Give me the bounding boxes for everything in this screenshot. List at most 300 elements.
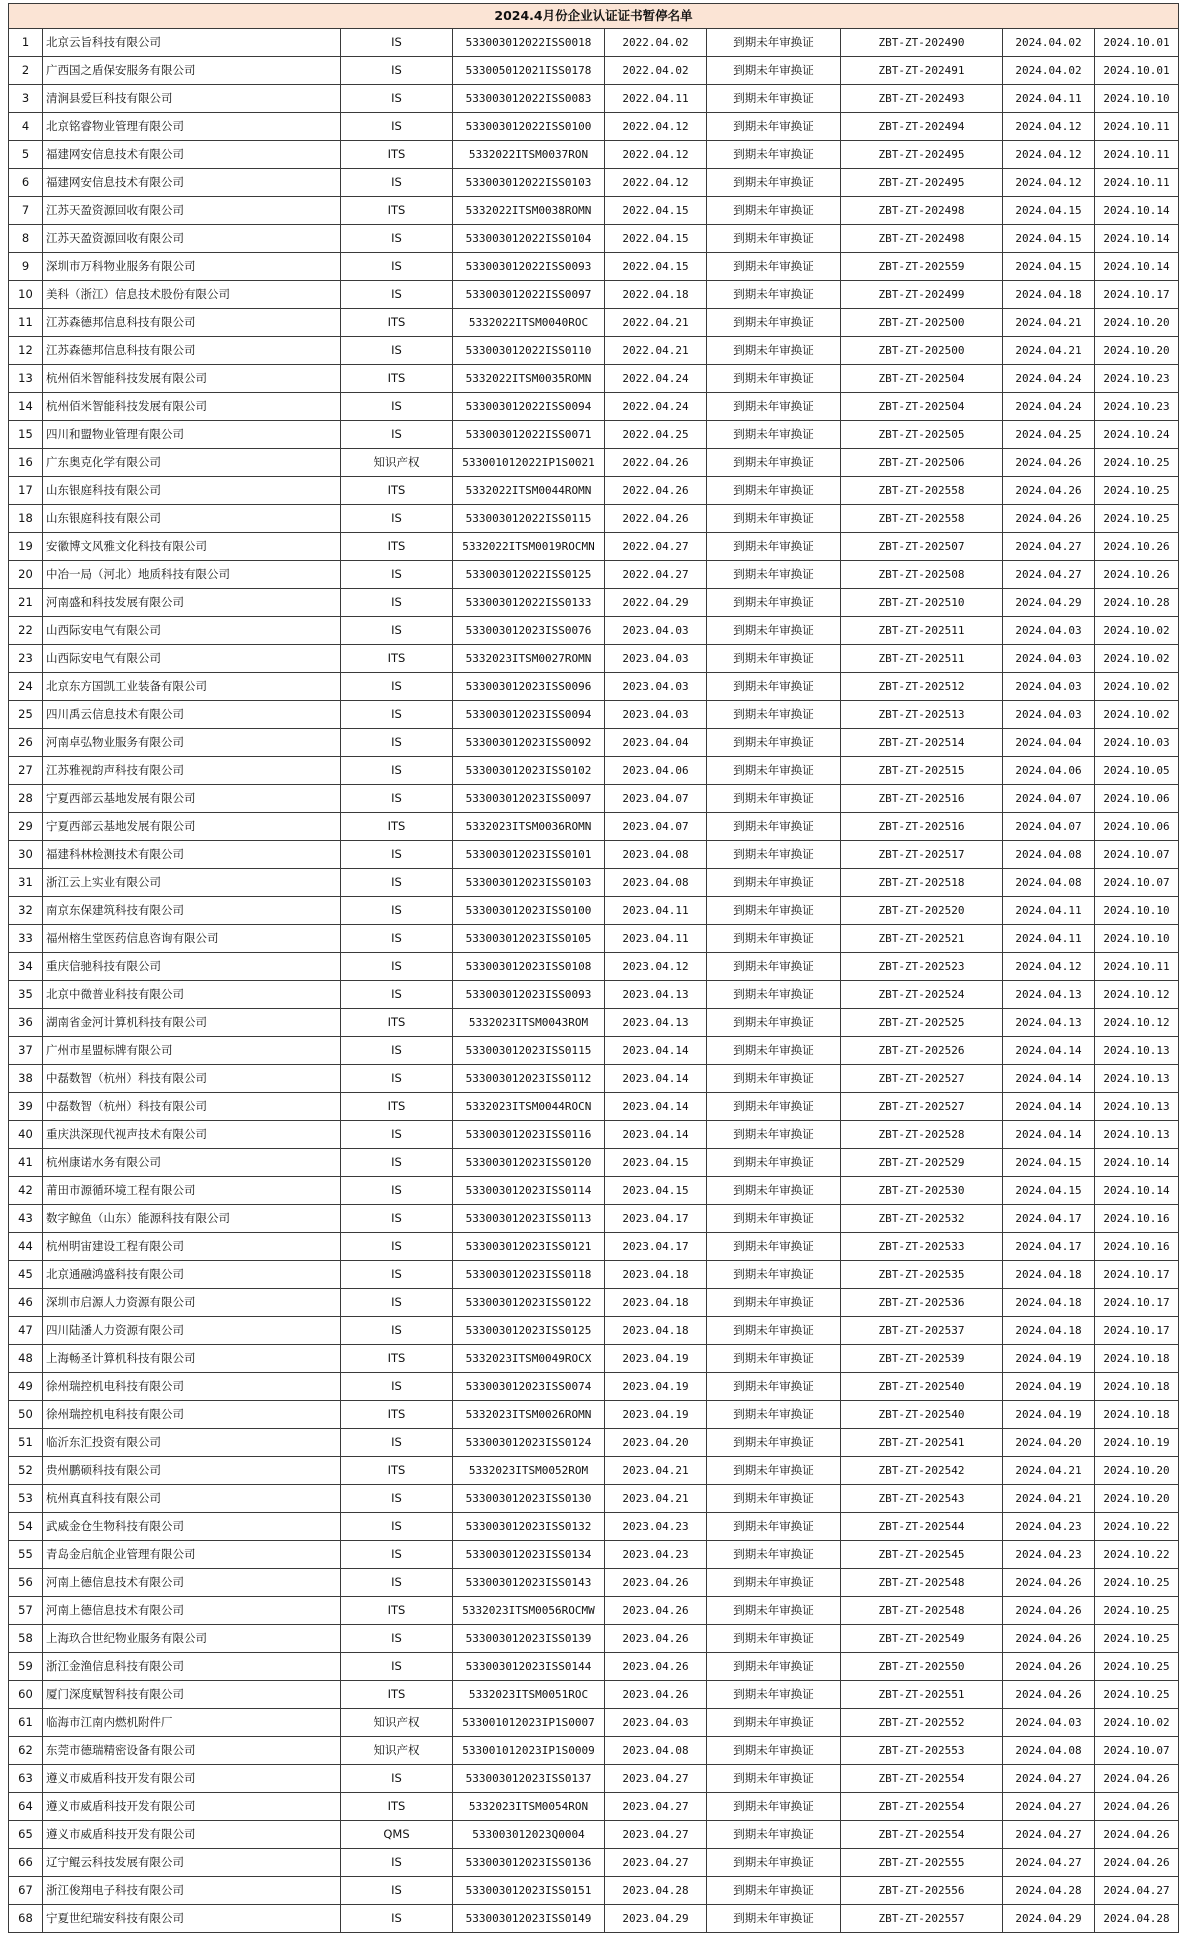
cert-type: QMS bbox=[341, 1821, 453, 1849]
notice-number: ZBT-ZT-202504 bbox=[841, 393, 1003, 421]
cert-type: ITS bbox=[341, 813, 453, 841]
row-number: 45 bbox=[9, 1261, 43, 1289]
suspension-reason: 到期未年审换证 bbox=[707, 1401, 841, 1429]
notice-number: ZBT-ZT-202493 bbox=[841, 85, 1003, 113]
row-number: 55 bbox=[9, 1541, 43, 1569]
suspension-start: 2024.04.08 bbox=[1003, 841, 1095, 869]
company-name: 贵州鹏硕科技有限公司 bbox=[43, 1457, 341, 1485]
table-row bbox=[9, 1401, 1179, 1429]
cert-number: 533003012023ISS0097 bbox=[453, 785, 605, 813]
suspension-end: 2024.10.25 bbox=[1095, 1653, 1179, 1681]
table-row bbox=[9, 1681, 1179, 1709]
suspension-end: 2024.04.26 bbox=[1095, 1821, 1179, 1849]
cert-number: 533003012022ISS0071 bbox=[453, 421, 605, 449]
notice-number: ZBT-ZT-202490 bbox=[841, 29, 1003, 57]
issue-date: 2023.04.03 bbox=[605, 617, 707, 645]
notice-number: ZBT-ZT-202506 bbox=[841, 449, 1003, 477]
suspension-end: 2024.10.01 bbox=[1095, 57, 1179, 85]
table-row bbox=[9, 1597, 1179, 1625]
notice-number: ZBT-ZT-202528 bbox=[841, 1121, 1003, 1149]
company-name: 宁夏世纪瑞安科技有限公司 bbox=[43, 1905, 341, 1933]
table-row bbox=[9, 337, 1179, 365]
issue-date: 2022.04.21 bbox=[605, 337, 707, 365]
suspension-end: 2024.10.10 bbox=[1095, 925, 1179, 953]
suspension-reason: 到期未年审换证 bbox=[707, 729, 841, 757]
cert-number: 533003012023ISS0116 bbox=[453, 1121, 605, 1149]
company-name: 四川和盟物业管理有限公司 bbox=[43, 421, 341, 449]
suspension-start: 2024.04.18 bbox=[1003, 1317, 1095, 1345]
suspension-end: 2024.10.25 bbox=[1095, 449, 1179, 477]
suspension-end: 2024.10.07 bbox=[1095, 1737, 1179, 1765]
company-name: 浙江金渔信息科技有限公司 bbox=[43, 1653, 341, 1681]
suspension-start: 2024.04.27 bbox=[1003, 1821, 1095, 1849]
table-row bbox=[9, 953, 1179, 981]
notice-number: ZBT-ZT-202498 bbox=[841, 225, 1003, 253]
company-name: 四川陆潘人力资源有限公司 bbox=[43, 1317, 341, 1345]
notice-number: ZBT-ZT-202530 bbox=[841, 1177, 1003, 1205]
row-number: 29 bbox=[9, 813, 43, 841]
company-name: 上海畅圣计算机科技有限公司 bbox=[43, 1345, 341, 1373]
company-name: 深圳市万科物业服务有限公司 bbox=[43, 253, 341, 281]
issue-date: 2023.04.03 bbox=[605, 645, 707, 673]
suspension-start: 2024.04.26 bbox=[1003, 1569, 1095, 1597]
suspension-end: 2024.10.24 bbox=[1095, 421, 1179, 449]
cert-type: IS bbox=[341, 1205, 453, 1233]
notice-number: ZBT-ZT-202498 bbox=[841, 197, 1003, 225]
notice-number: ZBT-ZT-202527 bbox=[841, 1093, 1003, 1121]
notice-number: ZBT-ZT-202525 bbox=[841, 1009, 1003, 1037]
cert-type: IS bbox=[341, 225, 453, 253]
suspension-start: 2024.04.08 bbox=[1003, 1737, 1095, 1765]
suspension-start: 2024.04.26 bbox=[1003, 477, 1095, 505]
issue-date: 2022.04.15 bbox=[605, 197, 707, 225]
notice-number: ZBT-ZT-202532 bbox=[841, 1205, 1003, 1233]
table-row bbox=[9, 1905, 1179, 1933]
cert-number: 533001012023IP1S0009 bbox=[453, 1737, 605, 1765]
cert-number: 5332023ITSM0051ROC bbox=[453, 1681, 605, 1709]
cert-type: IS bbox=[341, 1569, 453, 1597]
suspension-reason: 到期未年审换证 bbox=[707, 1009, 841, 1037]
cert-type: IS bbox=[341, 1289, 453, 1317]
cert-number: 533001012023IP1S0007 bbox=[453, 1709, 605, 1737]
cert-type: ITS bbox=[341, 477, 453, 505]
company-name: 福州榕生堂医药信息咨询有限公司 bbox=[43, 925, 341, 953]
suspension-reason: 到期未年审换证 bbox=[707, 1905, 841, 1933]
company-name: 重庆信驰科技有限公司 bbox=[43, 953, 341, 981]
cert-number: 533003012023ISS0121 bbox=[453, 1233, 605, 1261]
suspension-reason: 到期未年审换证 bbox=[707, 785, 841, 813]
notice-number: ZBT-ZT-202517 bbox=[841, 841, 1003, 869]
cert-number: 533003012022ISS0083 bbox=[453, 85, 605, 113]
cert-number: 533003012023ISS0120 bbox=[453, 1149, 605, 1177]
cert-number: 5332023ITSM0052ROM bbox=[453, 1457, 605, 1485]
suspension-start: 2024.04.21 bbox=[1003, 1485, 1095, 1513]
company-name: 山东银庭科技有限公司 bbox=[43, 477, 341, 505]
table-row bbox=[9, 1177, 1179, 1205]
company-name: 徐州瑞控机电科技有限公司 bbox=[43, 1401, 341, 1429]
issue-date: 2022.04.27 bbox=[605, 561, 707, 589]
suspension-start: 2024.04.15 bbox=[1003, 1149, 1095, 1177]
cert-number: 533003012022ISS0125 bbox=[453, 561, 605, 589]
table-row bbox=[9, 393, 1179, 421]
notice-number: ZBT-ZT-202555 bbox=[841, 1849, 1003, 1877]
row-number: 25 bbox=[9, 701, 43, 729]
issue-date: 2023.04.07 bbox=[605, 813, 707, 841]
company-name: 北京通融鸿盛科技有限公司 bbox=[43, 1261, 341, 1289]
issue-date: 2023.04.26 bbox=[605, 1625, 707, 1653]
suspension-start: 2024.04.14 bbox=[1003, 1121, 1095, 1149]
row-number: 61 bbox=[9, 1709, 43, 1737]
issue-date: 2022.04.12 bbox=[605, 113, 707, 141]
company-name: 江苏森德邦信息科技有限公司 bbox=[43, 337, 341, 365]
company-name: 清涧县爱巨科技有限公司 bbox=[43, 85, 341, 113]
notice-number: ZBT-ZT-202521 bbox=[841, 925, 1003, 953]
table-row bbox=[9, 1121, 1179, 1149]
row-number: 8 bbox=[9, 225, 43, 253]
suspension-end: 2024.04.27 bbox=[1095, 1877, 1179, 1905]
notice-number: ZBT-ZT-202510 bbox=[841, 589, 1003, 617]
suspension-start: 2024.04.12 bbox=[1003, 141, 1095, 169]
suspension-start: 2024.04.13 bbox=[1003, 1009, 1095, 1037]
notice-number: ZBT-ZT-202500 bbox=[841, 337, 1003, 365]
notice-number: ZBT-ZT-202558 bbox=[841, 477, 1003, 505]
suspension-end: 2024.10.26 bbox=[1095, 561, 1179, 589]
suspension-reason: 到期未年审换证 bbox=[707, 169, 841, 197]
cert-number: 533003012023ISS0122 bbox=[453, 1289, 605, 1317]
suspension-reason: 到期未年审换证 bbox=[707, 561, 841, 589]
table-row bbox=[9, 365, 1179, 393]
company-name: 重庆洪深现代视声技术有限公司 bbox=[43, 1121, 341, 1149]
company-name: 安徽博文风雅文化科技有限公司 bbox=[43, 533, 341, 561]
notice-number: ZBT-ZT-202507 bbox=[841, 533, 1003, 561]
table-row bbox=[9, 673, 1179, 701]
cert-number: 533003012022ISS0103 bbox=[453, 169, 605, 197]
cert-type: IS bbox=[341, 1765, 453, 1793]
notice-number: ZBT-ZT-202511 bbox=[841, 645, 1003, 673]
suspension-end: 2024.10.22 bbox=[1095, 1513, 1179, 1541]
cert-number: 533003012023ISS0151 bbox=[453, 1877, 605, 1905]
suspension-end: 2024.10.26 bbox=[1095, 533, 1179, 561]
row-number: 28 bbox=[9, 785, 43, 813]
notice-number: ZBT-ZT-202554 bbox=[841, 1821, 1003, 1849]
table-row bbox=[9, 1037, 1179, 1065]
cert-number: 5332022ITSM0037RON bbox=[453, 141, 605, 169]
table-row bbox=[9, 1485, 1179, 1513]
issue-date: 2023.04.11 bbox=[605, 925, 707, 953]
row-number: 31 bbox=[9, 869, 43, 897]
notice-number: ZBT-ZT-202516 bbox=[841, 813, 1003, 841]
issue-date: 2023.04.18 bbox=[605, 1317, 707, 1345]
notice-number: ZBT-ZT-202558 bbox=[841, 505, 1003, 533]
suspension-start: 2024.04.08 bbox=[1003, 869, 1095, 897]
issue-date: 2022.04.02 bbox=[605, 57, 707, 85]
suspension-start: 2024.04.03 bbox=[1003, 1709, 1095, 1737]
cert-type: 知识产权 bbox=[341, 449, 453, 477]
cert-type: IS bbox=[341, 1625, 453, 1653]
suspension-start: 2024.04.17 bbox=[1003, 1205, 1095, 1233]
cert-type: 知识产权 bbox=[341, 1737, 453, 1765]
cert-type: ITS bbox=[341, 1093, 453, 1121]
table-row bbox=[9, 729, 1179, 757]
company-name: 北京铭睿物业管理有限公司 bbox=[43, 113, 341, 141]
notice-number: ZBT-ZT-202505 bbox=[841, 421, 1003, 449]
company-name: 四川禹云信息技术有限公司 bbox=[43, 701, 341, 729]
table-row bbox=[9, 1821, 1179, 1849]
suspension-start: 2024.04.15 bbox=[1003, 253, 1095, 281]
table-row bbox=[9, 617, 1179, 645]
suspension-start: 2024.04.03 bbox=[1003, 673, 1095, 701]
notice-number: ZBT-ZT-202550 bbox=[841, 1653, 1003, 1681]
notice-number: ZBT-ZT-202511 bbox=[841, 617, 1003, 645]
company-name: 广西国之盾保安服务有限公司 bbox=[43, 57, 341, 85]
row-number: 4 bbox=[9, 113, 43, 141]
cert-type: IS bbox=[341, 785, 453, 813]
row-number: 22 bbox=[9, 617, 43, 645]
table-row bbox=[9, 1569, 1179, 1597]
issue-date: 2023.04.06 bbox=[605, 757, 707, 785]
company-name: 杭州佰米智能科技发展有限公司 bbox=[43, 365, 341, 393]
suspension-reason: 到期未年审换证 bbox=[707, 449, 841, 477]
cert-type: IS bbox=[341, 841, 453, 869]
notice-number: ZBT-ZT-202548 bbox=[841, 1597, 1003, 1625]
suspension-end: 2024.10.20 bbox=[1095, 1457, 1179, 1485]
company-name: 山西际安电气有限公司 bbox=[43, 645, 341, 673]
suspension-start: 2024.04.29 bbox=[1003, 1905, 1095, 1933]
issue-date: 2022.04.21 bbox=[605, 309, 707, 337]
cert-number: 533003012023ISS0149 bbox=[453, 1905, 605, 1933]
issue-date: 2023.04.03 bbox=[605, 1709, 707, 1737]
table-row bbox=[9, 1793, 1179, 1821]
suspension-start: 2024.04.18 bbox=[1003, 1289, 1095, 1317]
suspension-end: 2024.04.28 bbox=[1095, 1905, 1179, 1933]
table-row bbox=[9, 1009, 1179, 1037]
notice-number: ZBT-ZT-202545 bbox=[841, 1541, 1003, 1569]
suspension-end: 2024.10.18 bbox=[1095, 1401, 1179, 1429]
cert-type: IS bbox=[341, 729, 453, 757]
notice-number: ZBT-ZT-202536 bbox=[841, 1289, 1003, 1317]
issue-date: 2023.04.03 bbox=[605, 701, 707, 729]
company-name: 湖南省金河计算机科技有限公司 bbox=[43, 1009, 341, 1037]
table-row bbox=[9, 505, 1179, 533]
row-number: 34 bbox=[9, 953, 43, 981]
suspension-end: 2024.10.20 bbox=[1095, 1485, 1179, 1513]
suspension-start: 2024.04.20 bbox=[1003, 1429, 1095, 1457]
table-row bbox=[9, 1625, 1179, 1653]
suspension-end: 2024.10.02 bbox=[1095, 673, 1179, 701]
suspension-end: 2024.10.07 bbox=[1095, 869, 1179, 897]
notice-number: ZBT-ZT-202537 bbox=[841, 1317, 1003, 1345]
notice-number: ZBT-ZT-202535 bbox=[841, 1261, 1003, 1289]
row-number: 15 bbox=[9, 421, 43, 449]
cert-number: 533003012023ISS0102 bbox=[453, 757, 605, 785]
company-name: 福建科林检测技术有限公司 bbox=[43, 841, 341, 869]
cert-type: ITS bbox=[341, 1597, 453, 1625]
cert-number: 533003012022ISS0133 bbox=[453, 589, 605, 617]
suspension-end: 2024.10.25 bbox=[1095, 1597, 1179, 1625]
cert-type: IS bbox=[341, 953, 453, 981]
suspension-start: 2024.04.03 bbox=[1003, 701, 1095, 729]
company-name: 广东奥克化学有限公司 bbox=[43, 449, 341, 477]
suspension-end: 2024.10.25 bbox=[1095, 505, 1179, 533]
cert-type: IS bbox=[341, 1485, 453, 1513]
cert-type: ITS bbox=[341, 1345, 453, 1373]
notice-number: ZBT-ZT-202518 bbox=[841, 869, 1003, 897]
cert-number: 533003012023ISS0114 bbox=[453, 1177, 605, 1205]
issue-date: 2023.04.08 bbox=[605, 1737, 707, 1765]
suspension-end: 2024.10.11 bbox=[1095, 141, 1179, 169]
table-row bbox=[9, 897, 1179, 925]
row-number: 36 bbox=[9, 1009, 43, 1037]
row-number: 10 bbox=[9, 281, 43, 309]
table-row bbox=[9, 225, 1179, 253]
row-number: 41 bbox=[9, 1149, 43, 1177]
row-number: 20 bbox=[9, 561, 43, 589]
suspension-end: 2024.10.13 bbox=[1095, 1037, 1179, 1065]
suspension-reason: 到期未年审换证 bbox=[707, 1205, 841, 1233]
suspension-start: 2024.04.24 bbox=[1003, 365, 1095, 393]
suspension-start: 2024.04.11 bbox=[1003, 897, 1095, 925]
issue-date: 2023.04.08 bbox=[605, 869, 707, 897]
cert-number: 5332023ITSM0036ROMN bbox=[453, 813, 605, 841]
suspension-start: 2024.04.12 bbox=[1003, 113, 1095, 141]
cert-type: IS bbox=[341, 561, 453, 589]
suspension-end: 2024.10.02 bbox=[1095, 1709, 1179, 1737]
suspension-reason: 到期未年审换证 bbox=[707, 1877, 841, 1905]
suspension-reason: 到期未年审换证 bbox=[707, 29, 841, 57]
cert-type: ITS bbox=[341, 1681, 453, 1709]
company-name: 广州市星盟标牌有限公司 bbox=[43, 1037, 341, 1065]
cert-type: IS bbox=[341, 981, 453, 1009]
issue-date: 2023.04.03 bbox=[605, 673, 707, 701]
issue-date: 2023.04.13 bbox=[605, 1009, 707, 1037]
row-number: 9 bbox=[9, 253, 43, 281]
suspension-end: 2024.10.12 bbox=[1095, 981, 1179, 1009]
row-number: 17 bbox=[9, 477, 43, 505]
company-name: 遵义市威盾科技开发有限公司 bbox=[43, 1793, 341, 1821]
company-name: 河南卓弘物业服务有限公司 bbox=[43, 729, 341, 757]
table-row bbox=[9, 533, 1179, 561]
notice-number: ZBT-ZT-202552 bbox=[841, 1709, 1003, 1737]
suspension-end: 2024.10.25 bbox=[1095, 1681, 1179, 1709]
row-number: 1 bbox=[9, 29, 43, 57]
issue-date: 2023.04.29 bbox=[605, 1905, 707, 1933]
suspension-end: 2024.10.13 bbox=[1095, 1065, 1179, 1093]
table-row bbox=[9, 757, 1179, 785]
cert-number: 533003012022ISS0110 bbox=[453, 337, 605, 365]
table-row bbox=[9, 1261, 1179, 1289]
row-number: 3 bbox=[9, 85, 43, 113]
suspension-reason: 到期未年审换证 bbox=[707, 673, 841, 701]
row-number: 16 bbox=[9, 449, 43, 477]
suspension-reason: 到期未年审换证 bbox=[707, 1065, 841, 1093]
suspension-reason: 到期未年审换证 bbox=[707, 1261, 841, 1289]
company-name: 宁夏西部云基地发展有限公司 bbox=[43, 785, 341, 813]
cert-type: IS bbox=[341, 1373, 453, 1401]
cert-number: 533003012023ISS0105 bbox=[453, 925, 605, 953]
row-number: 24 bbox=[9, 673, 43, 701]
suspension-reason: 到期未年审换证 bbox=[707, 141, 841, 169]
notice-number: ZBT-ZT-202504 bbox=[841, 365, 1003, 393]
issue-date: 2023.04.18 bbox=[605, 1289, 707, 1317]
suspension-start: 2024.04.27 bbox=[1003, 1793, 1095, 1821]
table-row bbox=[9, 1849, 1179, 1877]
row-number: 30 bbox=[9, 841, 43, 869]
cert-type: IS bbox=[341, 505, 453, 533]
suspension-reason: 到期未年审换证 bbox=[707, 589, 841, 617]
suspension-end: 2024.10.02 bbox=[1095, 701, 1179, 729]
table-row bbox=[9, 141, 1179, 169]
suspension-end: 2024.10.18 bbox=[1095, 1373, 1179, 1401]
cert-type: ITS bbox=[341, 1009, 453, 1037]
notice-number: ZBT-ZT-202551 bbox=[841, 1681, 1003, 1709]
suspension-end: 2024.10.13 bbox=[1095, 1121, 1179, 1149]
table-row bbox=[9, 645, 1179, 673]
suspension-end: 2024.10.23 bbox=[1095, 365, 1179, 393]
suspension-end: 2024.10.05 bbox=[1095, 757, 1179, 785]
cert-type: ITS bbox=[341, 645, 453, 673]
issue-date: 2023.04.19 bbox=[605, 1373, 707, 1401]
cert-number: 533003012023ISS0093 bbox=[453, 981, 605, 1009]
cert-type: IS bbox=[341, 1177, 453, 1205]
suspension-start: 2024.04.25 bbox=[1003, 421, 1095, 449]
cert-number: 533003012023ISS0143 bbox=[453, 1569, 605, 1597]
issue-date: 2022.04.24 bbox=[605, 393, 707, 421]
cert-number: 533003012023ISS0118 bbox=[453, 1261, 605, 1289]
row-number: 49 bbox=[9, 1373, 43, 1401]
suspension-reason: 到期未年审换证 bbox=[707, 309, 841, 337]
suspension-reason: 到期未年审换证 bbox=[707, 1121, 841, 1149]
cert-type: IS bbox=[341, 1149, 453, 1177]
suspension-reason: 到期未年审换证 bbox=[707, 1317, 841, 1345]
cert-number: 533003012022ISS0104 bbox=[453, 225, 605, 253]
cert-number: 5332023ITSM0056ROCMW bbox=[453, 1597, 605, 1625]
suspension-start: 2024.04.26 bbox=[1003, 1625, 1095, 1653]
issue-date: 2022.04.26 bbox=[605, 449, 707, 477]
company-name: 杭州明宙建设工程有限公司 bbox=[43, 1233, 341, 1261]
cert-number: 5332023ITSM0027ROMN bbox=[453, 645, 605, 673]
notice-number: ZBT-ZT-202539 bbox=[841, 1345, 1003, 1373]
issue-date: 2022.04.11 bbox=[605, 85, 707, 113]
row-number: 12 bbox=[9, 337, 43, 365]
suspension-reason: 到期未年审换证 bbox=[707, 253, 841, 281]
issue-date: 2023.04.19 bbox=[605, 1401, 707, 1429]
suspension-end: 2024.10.10 bbox=[1095, 897, 1179, 925]
row-number: 58 bbox=[9, 1625, 43, 1653]
table-row bbox=[9, 1289, 1179, 1317]
row-number: 32 bbox=[9, 897, 43, 925]
suspension-list-table bbox=[8, 3, 1179, 1933]
row-number: 52 bbox=[9, 1457, 43, 1485]
notice-number: ZBT-ZT-202495 bbox=[841, 169, 1003, 197]
issue-date: 2022.04.27 bbox=[605, 533, 707, 561]
issue-date: 2023.04.26 bbox=[605, 1569, 707, 1597]
suspension-reason: 到期未年审换证 bbox=[707, 1093, 841, 1121]
suspension-end: 2024.10.19 bbox=[1095, 1429, 1179, 1457]
suspension-reason: 到期未年审换证 bbox=[707, 85, 841, 113]
suspension-end: 2024.10.01 bbox=[1095, 29, 1179, 57]
cert-type: IS bbox=[341, 897, 453, 925]
suspension-reason: 到期未年审换证 bbox=[707, 421, 841, 449]
suspension-start: 2024.04.21 bbox=[1003, 309, 1095, 337]
issue-date: 2023.04.14 bbox=[605, 1121, 707, 1149]
notice-number: ZBT-ZT-202495 bbox=[841, 141, 1003, 169]
row-number: 68 bbox=[9, 1905, 43, 1933]
row-number: 40 bbox=[9, 1121, 43, 1149]
cert-type: IS bbox=[341, 113, 453, 141]
issue-date: 2023.04.14 bbox=[605, 1065, 707, 1093]
cert-type: ITS bbox=[341, 141, 453, 169]
issue-date: 2022.04.29 bbox=[605, 589, 707, 617]
